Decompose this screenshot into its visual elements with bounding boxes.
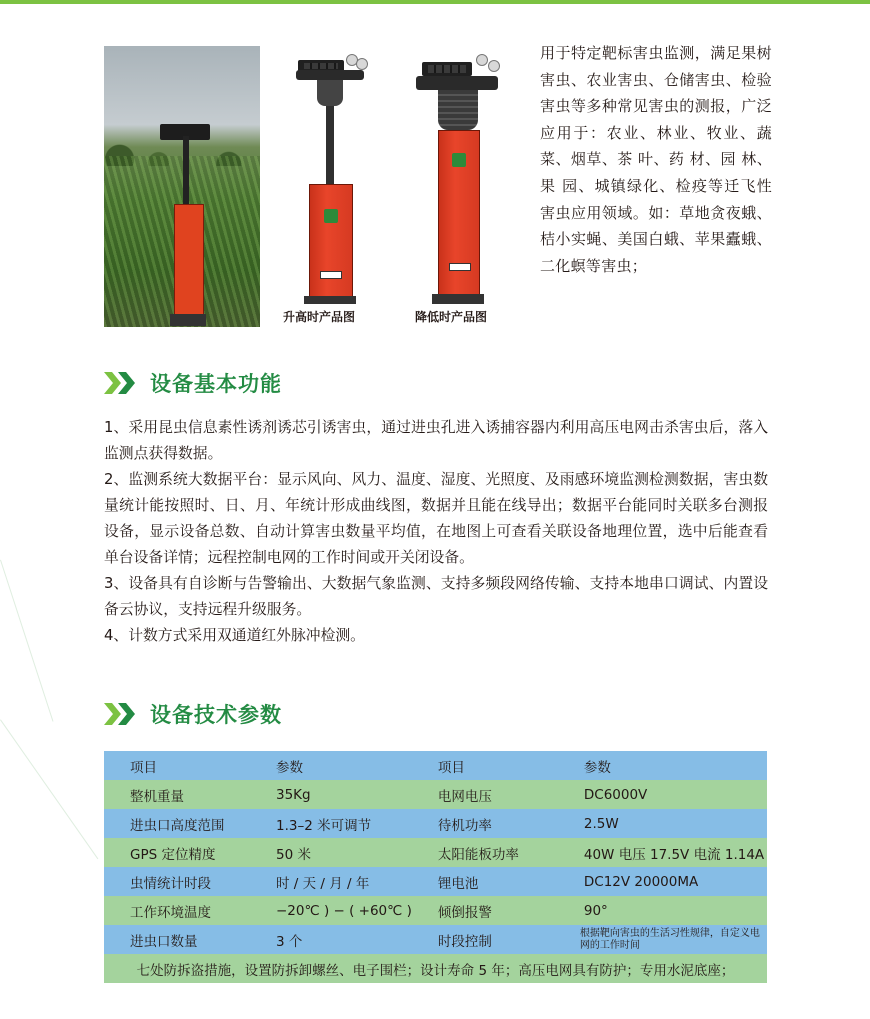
lowered-product-caption: 降低时产品图	[415, 310, 488, 324]
counter-slot	[320, 271, 342, 279]
table-cell: 整机重量	[104, 780, 250, 809]
table-cell: 35Kg	[250, 780, 412, 809]
table-cell: DC12V 20000MA	[558, 867, 767, 896]
top-accent-bar	[0, 0, 870, 4]
photo-device-cabinet	[174, 204, 204, 321]
header-cell: 参数	[558, 751, 767, 780]
header-cell: 项目	[412, 751, 558, 780]
device-neck	[317, 80, 343, 106]
table-cell: 50 米	[250, 838, 412, 867]
feature-item: 1、采用昆虫信息素性诱剂诱芯引诱害虫，通过进虫孔进入诱捕容器内利用高压电网击杀害虫后，落入监测点获得数据。	[104, 419, 768, 462]
table-cell: 工作环境温度	[104, 896, 250, 925]
table-cell: 根据靶向害虫的生活习性规律，自定义电网的工作时间	[558, 925, 767, 954]
header-cell: 参数	[250, 751, 412, 780]
table-cell: 40W 电压 17.5V 电流 1.14A	[558, 838, 767, 867]
device-foot	[432, 294, 484, 304]
table-row	[104, 838, 767, 867]
counter-slot	[449, 263, 471, 271]
table-cell: 进虫口数量	[104, 925, 250, 954]
table-cell: 3 个	[250, 925, 412, 954]
table-cell: 进虫口高度范围	[104, 809, 250, 838]
solar-panel	[422, 62, 472, 76]
section-header-basic-functions	[104, 366, 282, 400]
decorative-line	[0, 719, 98, 859]
device-pole	[326, 106, 334, 186]
table-row	[104, 925, 767, 954]
table-cell: 时 / 天 / 月 / 年	[250, 867, 412, 896]
device-neck	[438, 90, 478, 130]
double-chevron-icon	[104, 701, 138, 727]
section-title: 设备基本功能	[150, 372, 282, 396]
table-cell: 锂电池	[412, 867, 558, 896]
table-row	[104, 896, 767, 925]
table-cell: GPS 定位精度	[104, 838, 250, 867]
device-head	[296, 70, 364, 80]
table-footer-row	[104, 954, 767, 983]
table-footer-note: 七处防拆盗措施，设置防拆卸螺丝、电子围栏；设计寿命 5 年；高压电网具有防护；专用水泥底座；	[104, 954, 767, 983]
field-product-photo	[104, 46, 260, 327]
table-cell: 虫情统计时段	[104, 867, 250, 896]
lowered-product-image	[410, 48, 510, 306]
table-cell: 2.5W	[558, 809, 767, 838]
table-row	[104, 809, 767, 838]
section-title: 设备技术参数	[150, 703, 282, 727]
section-header-tech-params	[104, 697, 282, 731]
table-header-row	[104, 751, 767, 780]
table-cell: 太阳能板功率	[412, 838, 558, 867]
table-cell: DC6000V	[558, 780, 767, 809]
raised-product-caption: 升高时产品图	[283, 310, 356, 324]
feature-item: 2、监测系统大数据平台：显示风向、风力、温度、湿度、光照度、及雨感环境监测检测数据，害虫数量统计能按照时、日、月、年统计形成曲线图，数据并且能在线导出；数据平台能同时关联多台测报设备，显示设备总数、自动计算害虫数量平均值，在地图上可查看关联设备地理位置，选中后能查看单台设备详情；远程控制电网的工作时间或开关闭设备。	[104, 471, 768, 566]
table-row	[104, 780, 767, 809]
spec-table	[104, 751, 767, 983]
raised-product-image	[290, 48, 380, 306]
table-cell: −20℃ ) − ( +60℃ )	[250, 896, 412, 925]
decorative-line	[0, 560, 53, 722]
device-cabinet	[309, 184, 353, 298]
table-cell: 电网电压	[412, 780, 558, 809]
brand-logo-icon	[324, 209, 338, 223]
intro-paragraph: 用于特定靶标害虫监测，满足果树害虫、农业害虫、仓储害虫、检验害虫等多种常见害虫的测报，广泛应用于：农业、林业、牧业、蔬菜、烟草、茶 叶、药 材、园 林、果 园、城镇绿化、检疫等迁飞性害虫应用领域。如：草地贪夜蛾、桔小实蝇、美国白蛾、苹果蠹蛾、二化螟等害虫；	[540, 44, 772, 275]
feature-list	[104, 415, 768, 649]
table-cell: 90°	[558, 896, 767, 925]
feature-item: 3、设备具有自诊断与告警输出、大数据气象监测、支持多频段网络传输、支持本地串口调试、内置设备云协议，支持远程升级服务。	[104, 575, 768, 618]
photo-device-base	[170, 314, 206, 326]
anemometer-cup	[488, 60, 500, 72]
device-foot	[304, 296, 356, 304]
feature-item: 4、计数方式采用双通道红外脉冲检测。	[104, 627, 365, 644]
device-cabinet	[438, 130, 480, 296]
table-cell: 时段控制	[412, 925, 558, 954]
header-cell: 项目	[104, 751, 250, 780]
anemometer-cup	[356, 58, 368, 70]
table-cell: 倾倒报警	[412, 896, 558, 925]
table-row	[104, 867, 767, 896]
brand-logo-icon	[452, 153, 466, 167]
table-cell: 1.3–2 米可调节	[250, 809, 412, 838]
anemometer-cup	[476, 54, 488, 66]
double-chevron-icon	[104, 370, 138, 396]
device-head	[416, 76, 498, 90]
table-cell: 待机功率	[412, 809, 558, 838]
